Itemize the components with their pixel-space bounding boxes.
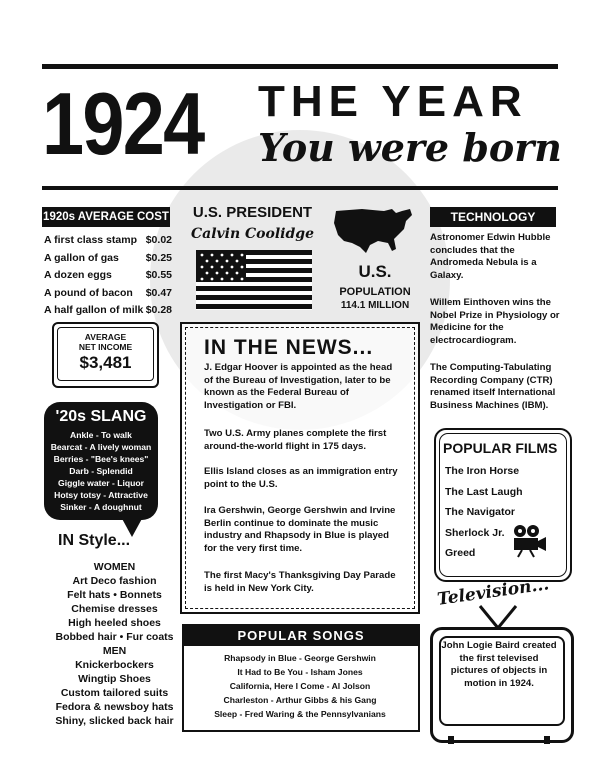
slang-item: Giggle water - Liquor: [58, 478, 144, 488]
cost-item-name: A half gallon of milk: [44, 304, 144, 316]
style-item: Shiny, slicked back hair: [55, 715, 174, 727]
president-name: Calvin Coolidge: [191, 226, 314, 242]
film-camera-icon: [508, 522, 548, 558]
men-label: MEN: [102, 645, 127, 657]
news-item: Ellis Island closes as an immigration entry point to the U.S.: [204, 466, 398, 490]
slang-item: Bearcat - A lively woman: [50, 442, 152, 452]
income-label-2: NET INCOME: [78, 342, 133, 352]
songs-title: POPULAR SONGS: [184, 626, 418, 646]
cost-item-name: A dozen eggs: [44, 269, 112, 281]
technology-item: Astronomer Edwin Hubble concludes that the Andromeda Nebula is a Galaxy.: [430, 232, 551, 281]
song-item: It Had to Be You - Isham Jones: [237, 667, 363, 677]
cost-row: [44, 269, 172, 281]
cost-item-price: $0.28: [145, 304, 172, 316]
income-box: [52, 322, 159, 388]
cost-item-price: $0.47: [145, 287, 172, 299]
style-item: Chemise dresses: [71, 603, 158, 615]
slang-item: Ankle - To walk: [70, 430, 132, 440]
technology-item: The Computing-Tabulating Recording Company (CTR) renamed itself International Business Machines (IBM).: [430, 362, 556, 411]
slang-bubble: [44, 402, 158, 520]
cost-item-price: $0.02: [145, 234, 172, 246]
us-map-icon: [332, 205, 416, 257]
tv-leg-left: [448, 736, 454, 744]
president-title: U.S. PRESIDENT: [192, 204, 313, 221]
cost-item-price: $0.55: [145, 269, 172, 281]
cost-item-price: $0.25: [145, 252, 172, 264]
song-item: Sleep - Fred Waring & the Pennsylvanians: [214, 709, 386, 719]
slang-title: '20s SLANG: [55, 408, 147, 425]
cost-title: 1920s AVERAGE COST: [42, 207, 170, 227]
technology-item: Willem Einthoven wins the Nobel Prize in Physiology or Medicine for the electrocardiogram.: [430, 297, 560, 346]
style-item: Bobbed hair • Fur coats: [55, 631, 174, 643]
slang-item: Berries - "Bee's knees": [53, 454, 149, 464]
slang-item: Hotsy totsy - Attractive: [54, 490, 148, 500]
cost-row: [44, 304, 172, 316]
song-item: Charleston - Arthur Gibbs & his Gang: [223, 695, 377, 705]
cost-item-name: A first class stamp: [44, 234, 137, 246]
news-item: Two U.S. Army planes complete the first around-the-world flight in 175 days.: [204, 428, 387, 452]
us-label: U.S.: [358, 262, 392, 281]
film-item: The Last Laugh: [445, 486, 523, 498]
cost-row: [44, 252, 172, 264]
song-item: California, Here I Come - Al Jolson: [229, 681, 371, 691]
big-year: 1924: [42, 74, 204, 173]
in-style-title: IN Style...: [58, 532, 131, 549]
cost-row: [44, 234, 172, 246]
slang-list: [44, 429, 158, 513]
news-item: The first Macy's Thanksgiving Day Parade is held in New York City.: [204, 570, 396, 594]
style-item: Knickerbockers: [75, 659, 154, 671]
cost-row: [44, 287, 172, 299]
slang-item: Sinker - A doughnut: [60, 502, 142, 512]
style-item: Custom tailored suits: [60, 687, 169, 699]
slang-item: Darb - Splendid: [69, 466, 133, 476]
style-item: Felt hats • Bonnets: [67, 589, 162, 601]
film-item: The Iron Horse: [445, 465, 520, 477]
top-rule: [42, 64, 558, 69]
style-item: Fedora & newsboy hats: [55, 701, 174, 713]
style-item: High heeled shoes: [68, 617, 161, 629]
cost-item-name: A pound of bacon: [44, 287, 133, 299]
technology-title: TECHNOLOGY: [430, 207, 556, 227]
news-item: Ira Gershwin, George Gershwin and Irvine Berlin continue to dominate the music industry and Rhapsody in Blue is played for the very first time.: [204, 505, 396, 554]
income-label-1: AVERAGE: [84, 332, 127, 342]
header-bottom-rule: [42, 186, 558, 190]
population-value: 114.1 MILLION: [340, 300, 410, 311]
television-text: John Logie Baird created the first televised pictures of objects in motion in 1924.: [441, 640, 557, 689]
tv-leg-right: [544, 736, 550, 744]
us-flag-icon: [196, 250, 312, 310]
style-item: Art Deco fashion: [72, 575, 157, 587]
news-item: J. Edgar Hoover is appointed as the head of the Bureau of Investigation, later to be known as the Federal Bureau of Investigation or FBI.: [204, 362, 393, 411]
film-item: The Navigator: [445, 506, 516, 518]
news-title: IN THE NEWS...: [204, 336, 374, 359]
film-item: Sherlock Jr.: [445, 527, 505, 539]
born-heading: You were born: [258, 125, 562, 170]
the-year-heading: THE YEAR: [258, 77, 528, 126]
population-label: POPULATION: [339, 286, 411, 298]
films-title: POPULAR FILMS: [443, 440, 558, 456]
song-item: Rhapsody in Blue - George Gershwin: [224, 653, 376, 663]
style-item: Wingtip Shoes: [78, 673, 151, 685]
television-title: Television...: [436, 574, 551, 610]
income-value: $3,481: [79, 353, 132, 372]
cost-item-name: A gallon of gas: [44, 252, 119, 264]
women-label: WOMEN: [93, 561, 136, 573]
film-item: Greed: [445, 547, 476, 559]
